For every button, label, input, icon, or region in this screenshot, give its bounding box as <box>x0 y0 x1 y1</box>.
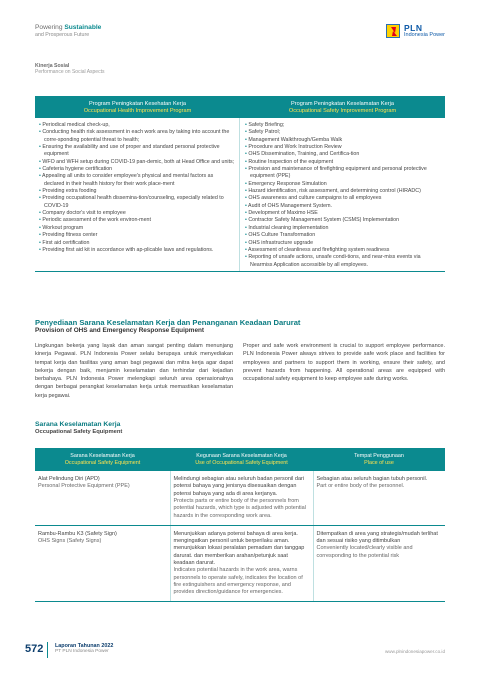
ohs-title-id: Penyediaan Sarana Keselamatan Kerja dan Penanganan Keadaan Darurat <box>35 318 301 327</box>
list-item: • Industrial cleaning implementation <box>244 225 441 232</box>
column-header-place <box>313 448 445 471</box>
list-item: • Providing occupational health dissemina-tion/counseling, especially related to COVID-19 <box>38 195 235 210</box>
section-title-en: Performance on Social Aspects <box>35 69 105 76</box>
header-title-id: Sarana Keselamatan Kerja <box>70 453 135 459</box>
list-item: • Ensuring the availability and use of proper and standard personal protective equipment <box>38 144 235 159</box>
equipment-use-cell <box>170 525 313 602</box>
list-item: • Emergency Response Simulation <box>244 181 441 188</box>
list-item: • Routine Inspection of the equipment <box>244 159 441 166</box>
equipment-place-cell <box>313 471 445 525</box>
brand-prefix: Powering <box>35 24 63 31</box>
equipment-name-cell <box>35 471 170 525</box>
equipment-name-en: OHS Signs (Safety Signs) <box>38 538 102 545</box>
list-item: • Procedure and Work Instruction Review <box>244 144 441 151</box>
list-item: • Providing extra fooding <box>38 188 235 195</box>
table-row <box>35 525 445 602</box>
list-item: • Management Walkthrough/Gemba Walk <box>244 137 441 144</box>
list-item: • Safety Patrol; <box>244 129 441 136</box>
pln-lightning-icon <box>386 24 400 38</box>
footer-report-label <box>55 643 113 655</box>
list-item: • Providing first aid kit in accordance with ap-plicable laws and regulations. <box>38 247 235 254</box>
report-title-id: Laporan Tahunan 2022 <box>55 643 114 649</box>
list-item: • Workout program <box>38 225 235 232</box>
equipment-use-id: Menunjukkan adanya potensi bahaya di area kerja. mengingatkan personil untuk berperilaku aman. menunjukkan lokasi peralatan pemadam dan tanggap darurat. dan memberikan arahan/petunjuk saat keadaan darurat. <box>173 530 305 566</box>
ohs-paragraph-id: Lingkungan bekerja yang layak dan aman sangat penting dalam menunjang kinerja Pegawai. PLN Indonesia Power selalu berupaya untuk menyediakan tempat kerja dan fasilitas yang aman bagi pegawai dan mitra kerja agar dapat bekerja dengan baik, menjamin keselamatan dan terhindar dari kejadian berbahaya. PLN Indonesia Power melengkapi seluruh area operasionalnya dengan berbagai perangkat keselamatan kerja untuk memastikan keselamatan kerja pegawai. <box>35 343 233 399</box>
page-footer <box>25 641 445 661</box>
header-title-id: Program Peningkatan Keselamatan Kerja <box>291 101 394 107</box>
equipment-place-en: Part or entire body of the personnel. <box>316 483 405 490</box>
footer-divider <box>47 642 48 658</box>
equipment-place-en: Conveniently located/clearly visible and corresponding to the potential risk <box>316 545 413 559</box>
equipment-use-id: Melindungi sebagian atau seluruh badan personil dari potensi bahaya yang jenisnya disesuaikan dengan potensi bahaya yang ada di area kerjanya. <box>173 476 305 497</box>
table-row <box>35 471 445 525</box>
equipment-table-header <box>35 448 445 471</box>
equipment-use-en: Indicates potential hazards in the work area, warns personnels to operate safely, indicates the location of fire extinguishers and emergency response, and provides direction/guidance for emergencies. <box>173 567 303 596</box>
program-table-header <box>35 96 445 118</box>
list-item: • OHS infrastructure upgrade <box>244 240 441 247</box>
program-table <box>35 96 445 272</box>
list-item: • Company doctor's visit to employee <box>38 210 235 217</box>
list-item: • WFO and WFH setup during COVID-19 pan-demic, both at Head Office and units; <box>38 159 235 166</box>
list-item: • Periodic assessment of the work environ-ment <box>38 217 235 224</box>
header-title-id: Kegunaan Sarana Keselamatan Kerja <box>196 453 287 459</box>
list-item: • Conducting health risk assessment in each work area by taking into account the corre-sponding potential threat to health; <box>38 129 235 144</box>
equipment-name-cell <box>35 525 170 602</box>
health-program-header <box>35 96 240 118</box>
equipment-place-id: Sebagian atau seluruh bagian tubuh personil. <box>316 476 428 483</box>
equipment-name-id: Rambu-Rambu K3 (Safety Sign) <box>38 530 117 537</box>
list-item: • OHS Dissemination, Training, and Certifica-tion <box>244 151 441 158</box>
header-title-en: Use of Occupational Safety Equipment <box>195 460 288 467</box>
page-header <box>35 24 445 46</box>
header-title-en: Place of use <box>364 460 394 467</box>
equipment-place-cell <box>313 525 445 602</box>
header-title-en: Occupational Health Improvement Program <box>83 108 192 115</box>
header-title-en: Occupational Safety Improvement Program <box>288 108 397 115</box>
program-table-body <box>35 118 445 272</box>
safety-program-header <box>240 96 445 118</box>
list-item: • Hazard identification, risk assessment, and determining control (HIRADC) <box>244 188 441 195</box>
safety-title-id: Sarana Keselamatan Kerja <box>35 421 121 428</box>
ohs-title-en: Provision of OHS and Emergency Response Equipment <box>35 327 205 335</box>
list-item: • Contractor Safety Management System (CSMS) Implementation <box>244 217 441 224</box>
equipment-table <box>35 448 445 602</box>
list-item: • Reporting of unsafe actions, unsafe condi-tions, and near-miss events via Nearmiss Application accessible by all employees. <box>244 254 441 269</box>
brand-sub: and Prosperous Future <box>35 31 90 38</box>
list-item: • Safety Briefing; <box>244 122 441 129</box>
page-number: 572 <box>25 643 44 655</box>
column-header-use <box>170 448 313 471</box>
list-item: • Provision and maintenance of firefighting equipment and personal protective equipment (PPE) <box>244 166 441 181</box>
equipment-name-id: Alat Pelindung Diri (APD) <box>38 476 100 483</box>
ohs-paragraph-en: Proper and safe work environment is crucial to support employee performance. PLN Indonesia Power always strives to provide safe work place and facilities for employees and partners to support them in working, ensure their safety, and prevent hazards from happening. All operational areas are equipped with occupational safety equipment to keep employee safe during works. <box>243 343 445 383</box>
column-header-equipment <box>35 448 170 471</box>
list-item: • Providing fitness center <box>38 232 235 239</box>
section-label <box>35 63 104 75</box>
list-item: • Periodical medical check-up, <box>38 122 235 129</box>
equipment-place-id: Ditempatkan di area yang strategis/mudah terlihat dan sesuai risiko yang ditimbulkan <box>316 530 438 545</box>
brand-bold: Sustainable <box>64 24 102 31</box>
list-item: • Audit of OHS Management System. <box>244 203 441 210</box>
ohs-section-heading <box>35 318 300 335</box>
list-item: • Appealing all units to consider employee's physical and mental factors as declared in their health history for their work place-ment <box>38 173 235 188</box>
header-title-en: Occupational Safety Equipment <box>64 460 141 467</box>
footer-website-link[interactable]: www.plnindonesiapower.co.id <box>384 649 445 654</box>
brand-tagline <box>35 24 101 38</box>
health-program-list <box>35 118 239 271</box>
equipment-use-cell <box>170 471 313 525</box>
header-title-id: Program Peningkatan Kesehatan Kerja <box>88 101 187 107</box>
list-item: • Development of Maximo HSE <box>244 210 441 217</box>
report-title-en: PT PLN Indonesia Power <box>55 649 109 655</box>
pln-logo-name: PLN <box>404 23 423 33</box>
equipment-name-en: Personal Protective Equipment (PPE) <box>38 483 130 490</box>
list-item: • First aid certification <box>38 240 235 247</box>
safety-program-list <box>239 118 445 271</box>
equipment-use-en: Protects parts or entire body of the personnels from potential hazards, which type is adjusted with potential hazards in the corresponding work area. <box>173 497 306 519</box>
safety-equipment-heading <box>35 421 122 436</box>
header-title-id: Tempat Penggunaan <box>354 453 404 459</box>
section-title-id: Kinerja Sosial <box>35 63 70 69</box>
safety-title-en: Occupational Safety Equipment <box>35 429 123 436</box>
list-item: • OHS Culture Transformation <box>244 232 441 239</box>
pln-logo-block <box>386 24 445 39</box>
list-item: • Cafeteria hygiene certification <box>38 166 235 173</box>
pln-logo-sub: Indonesia Power <box>404 31 445 38</box>
list-item: • OHS awareness and culture campaigns to all employees <box>244 195 441 202</box>
list-item: • Assessment of cleanliness and firefighting system readiness <box>244 247 441 254</box>
